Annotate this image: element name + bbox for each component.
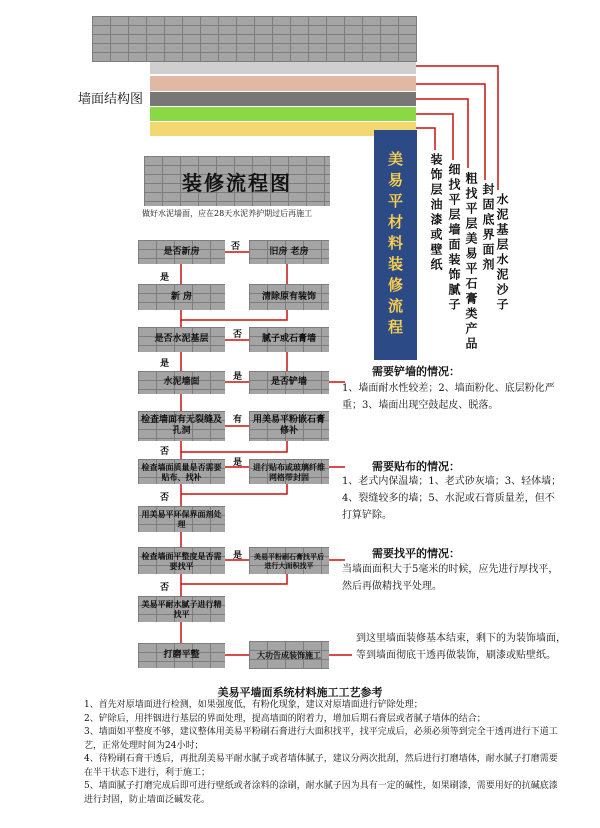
layer-label-1: 水泥基层水泥沙子 [495, 193, 509, 313]
reference-item: 5、墙面腻子打磨完成后即可进行壁纸或者涂料的涂刷，耐水腻子因为具有一定的碱性，如果刷漆，需要用好的抗碱底漆进行封固，防止墙面泛碱发花。 [84, 781, 558, 805]
flow-box-putty: 美易平耐水腻子进行精找平 [138, 596, 225, 622]
layer-label-2: 封固底界面剂 [481, 183, 495, 273]
reference-item: 2、铲除后，用拌铟进行基层的界面处理，提高墙面的附着力，增加后期石膏层或者腻子墙体的结合； [84, 713, 486, 724]
flow-box-gypsum-putty: 腻子或石膏墙 [249, 327, 329, 352]
label-yes-5: 是 [233, 551, 243, 561]
note-shovel-body: 1、墙面耐水性较差；2、墙面粉化、底层粉化严重；3、墙面出现空鼓起皮、脱落。 [342, 383, 555, 411]
reference-item: 4、待粉刷石膏干透后，再批刮美易平耐水腻子或者墙体腻子，建议分两次批刮，然后进行打磨墙体，耐水腻子打磨需要在半干状态下进行，利于施工； [84, 754, 558, 778]
note-end-body: 到这里墙面装修基本结束，剩下的为装饰墙面，等到墙面彻底干透再做装饰，刷漆或贴壁纸。 [356, 633, 566, 661]
layer-label-4: 细找平层墙面装饰腻子 [447, 163, 461, 313]
flow-box-check-voids: 检查墙面有无裂缝及孔洞 [138, 411, 225, 441]
flow-box-need-shovel: 是否铲墙 [249, 371, 329, 394]
label-no-4: 否 [160, 493, 170, 503]
flow-subtitle: 做好水泥墙面，应在28天水泥养护期过后再施工 [142, 209, 313, 218]
leader-line-5 [416, 128, 435, 150]
layer-label-3: 粗找平层美易平石膏类产品 [464, 172, 478, 352]
reference-list [84, 699, 564, 807]
reference-item: 1、首先对原墙面进行检测，如果强度低，有粉化现象，建议对原墙面进行铲除处理； [84, 700, 423, 710]
label-yes-3: 是 [233, 372, 243, 382]
layer-cement-sand [150, 62, 416, 74]
reference-item: 3、墙面如平整度不够，建议整体用美易平粉刷石膏进行大面积找平，找平完成后，必须必须等到完全干透再进行下道工艺，正常处理时间为24小时； [84, 727, 558, 751]
flow-title-box [144, 156, 330, 206]
flow-box-is-new-house: 是否新房 [138, 240, 225, 264]
flow-box-check-quality: 检查墙面质量是否需要贴布、找补 [138, 459, 225, 484]
note-cloth-title: 需要贴布的情况： [372, 460, 460, 473]
flow-box-is-cement-base: 是否水泥基层 [138, 327, 225, 352]
note-cloth-body: 1、老式内保温墙；1、老式砂灰墙；3、轻体墙；4、裂缝较多的墙；5、水泥或石膏质量差，但不打算铲除。 [342, 476, 562, 521]
flow-box-sand: 打磨平整 [138, 643, 225, 668]
note-level-body: 当墙面面积大于5毫米的时候，应先进行厚找平，然后再做精找平处理。 [342, 564, 559, 592]
reference-title: 美易平墙面系统材料施工工艺参考 [217, 686, 383, 699]
flow-box-remove-decor: 清除原有装饰 [249, 284, 329, 310]
label-yes-2: 是 [160, 359, 170, 369]
label-no-2: 否 [233, 330, 243, 340]
layer-label-5: 装饰层油漆或壁纸 [429, 153, 443, 273]
flow-box-new-house: 新 房 [138, 284, 225, 310]
flow-box-old-house: 旧房 老房 [249, 240, 329, 264]
label-no-1: 否 [231, 242, 241, 252]
layer-coarse-leveling [150, 92, 416, 106]
layer-fine-leveling [150, 107, 416, 121]
label-have: 有 [233, 415, 243, 425]
material-process-box [374, 130, 417, 360]
label-yes-4: 是 [233, 458, 243, 468]
wall-structure-label: 墙面结构图 [78, 92, 144, 107]
layer-sealing-primer [150, 76, 416, 91]
flow-box-repair-voids: 用美易平粉嵌石膏修补 [249, 411, 329, 441]
flow-title: 装修流程图 [182, 170, 292, 195]
flow-box-check-flatness: 检查墙面平整度是否需要找平 [138, 547, 225, 574]
material-process-text: 美易平材料装修流程 [386, 150, 404, 340]
flow-box-cement-wall: 水泥墙面 [138, 371, 225, 394]
label-no-3: 否 [160, 447, 170, 457]
label-yes-1: 是 [160, 273, 170, 283]
label-no-5: 否 [160, 583, 170, 593]
brick-wall [92, 16, 417, 62]
flow-box-apply-primer: 用美易平环保界面剂处理 [138, 506, 225, 532]
note-level-title: 需要找平的情况： [372, 547, 460, 560]
flow-box-level-plaster: 美易平粉刷石膏找平后进行大面积找平 [249, 547, 329, 574]
flow-box-paste-cloth: 进行贴布或玻璃纤维网格带封固 [249, 459, 329, 484]
flow-box-paint: 大功告成装饰施工 [249, 641, 329, 669]
note-shovel-title: 需要铲墙的情况： [372, 365, 460, 378]
